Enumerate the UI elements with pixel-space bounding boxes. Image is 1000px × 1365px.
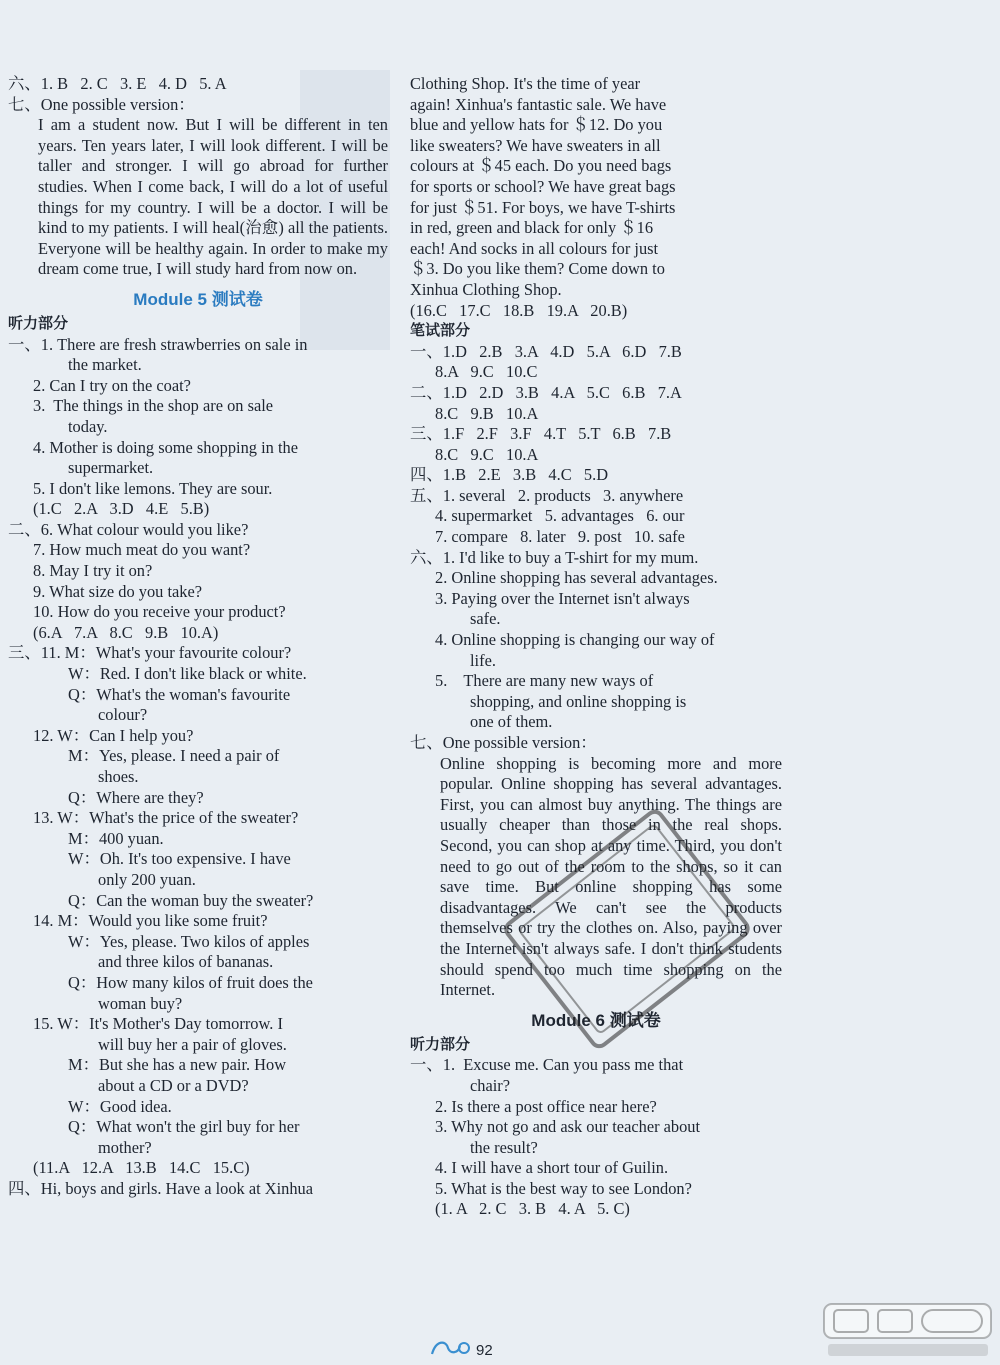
text-line: M：Yes, please. I need a pair of	[68, 746, 280, 766]
answer-line: 7. compare 8. later 9. post 10. safe	[435, 527, 685, 547]
answer-line: 四、1.B 2.E 3.B 4.C 5.D	[410, 465, 609, 485]
text-line: 10. How do you receive your product?	[33, 602, 286, 622]
answer-line: 三、1.F 2.F 3.F 4.T 5.T 6.B 7.B	[410, 424, 672, 444]
text-line: will buy her a pair of gloves.	[98, 1034, 287, 1054]
text-line: 7. How much meat do you want?	[33, 540, 251, 560]
text-line: M：400 yuan.	[68, 828, 164, 848]
text-line: 四、Hi, boys and girls. Have a look at Xinhua	[8, 1178, 313, 1198]
answer-line: 一、1.D 2.B 3.A 4.D 5.A 6.D 7.B	[410, 341, 682, 361]
text-line: chair?	[470, 1075, 511, 1095]
text-line: only 200 yuan.	[98, 869, 196, 889]
answer-line: 六、1. I'd like to buy a T-shirt for my mum.	[410, 547, 699, 567]
text-line: ＄3. Do you like them? Come down to	[410, 259, 665, 279]
text-line: for just ＄51. For boys, we have T-shirts	[410, 197, 676, 217]
answer-line: safe.	[470, 609, 501, 629]
text-line: 9. What size do you take?	[33, 581, 203, 601]
text-line: blue and yellow hats for ＄12. Do you	[410, 115, 663, 135]
answer-line: 8.C 9.B 10.A	[435, 403, 539, 423]
answer-line: 3. Paying over the Internet isn't always	[435, 588, 690, 608]
module6-title: Module 6 测试卷	[531, 1010, 661, 1030]
answer-line: 8.A 9.C 10.C	[435, 362, 538, 382]
text-line: supermarket.	[68, 458, 154, 478]
answer-line: 5. There are many new ways of	[435, 671, 654, 691]
text-line: Clothing Shop. It's the time of year	[410, 74, 641, 93]
text-line: W：Good idea.	[68, 1096, 172, 1116]
text-line: W：Red. I don't like black or white.	[68, 664, 307, 684]
written-label: 笔试部分	[410, 322, 471, 340]
text-line: W：Yes, please. Two kilos of apples	[68, 931, 310, 951]
text-line: colour?	[98, 705, 148, 725]
answer-line: shopping, and online shopping is	[470, 691, 687, 711]
text-line: 15. W：It's Mother's Day tomorrow. I	[33, 1014, 283, 1034]
swirl-ornament-icon	[428, 1336, 472, 1358]
text-line: 一、1. There are fresh strawberries on sale in	[8, 334, 308, 354]
essay-right: Online shopping is becoming more and more popular. Online shopping has several advantages. First, you can almost buy anything. The things are usually cheaper than those in the real shops. Second, you can shop at any time. Third, you don't need to go out of the room to the shops, so it can save time. But online shopping has some disadvantages. We can't see the products themselves or try the clothes on. Also, paying over the Internet isn't always safe. I don't think students should spend too much time shopping on the Internet.	[440, 753, 782, 1000]
text-line: (6.A 7.A 8.C 9.B 10.A)	[33, 622, 219, 642]
essay-left: I am a student now. But I will be different in ten years. Ten years later, I will look different. I will be taller and stronger. I will go abroad for further studies. When I come back, I will do a lot of useful things for my country. I will be a doctor. I will be kind to my patients. I will heal(治愈) all the patients. Everyone will be healthy again. In order to make my dream come true, I will study hard from now on.	[38, 115, 388, 279]
text-line: 3. Why not go and ask our teacher about	[435, 1117, 701, 1137]
answer-line: 七、One possible version：	[8, 94, 195, 114]
text-line: 5. What is the best way to see London?	[435, 1178, 692, 1198]
text-line: Q：Can the woman buy the sweater?	[68, 890, 314, 910]
text-line: for sports or school? We have great bags	[410, 176, 676, 196]
text-line: today.	[68, 416, 108, 436]
answer-line: 4. Online shopping is changing our way of	[435, 630, 715, 650]
answer-line: 8.C 9.C 10.A	[435, 444, 539, 464]
text-line: (1. A 2. C 3. B 4. A 5. C)	[435, 1199, 630, 1219]
answer-line: life.	[470, 650, 496, 670]
text-line: Q：Where are they?	[68, 787, 204, 807]
answer-line: one of them.	[470, 712, 553, 732]
listening-label-5: 听力部分	[8, 314, 69, 332]
text-line: like sweaters? We have sweaters in all	[410, 135, 661, 155]
text-line: 二、6. What colour would you like?	[8, 519, 249, 539]
text-line: each! And socks in all colours for just	[410, 238, 659, 258]
text-line: 4. Mother is doing some shopping in the	[33, 437, 298, 457]
text-line: 2. Can I try on the coat?	[33, 375, 191, 395]
answer-line: 4. supermarket 5. advantages 6. our	[435, 506, 685, 526]
text-line: W：Oh. It's too expensive. I have	[68, 849, 291, 869]
text-line: and three kilos of bananas.	[98, 952, 274, 972]
text-line: woman buy?	[98, 993, 183, 1013]
text-line: again! Xinhua's fantastic sale. We have	[410, 94, 667, 114]
text-line: 三、11. M：What's your favourite colour?	[8, 643, 292, 663]
text-line: Xinhua Clothing Shop.	[410, 279, 562, 299]
answer-line: 2. Online shopping has several advantages.	[435, 568, 718, 588]
left-column	[8, 74, 388, 1199]
text-line: about a CD or a DVD?	[98, 1075, 249, 1095]
answer-line: 七、One possible version：	[410, 733, 597, 752]
listening-label-6: 听力部分	[410, 1035, 471, 1053]
text-line: the result?	[470, 1137, 538, 1157]
text-line: (11.A 12.A 13.B 14.C 15.C)	[33, 1158, 250, 1178]
text-line: shoes.	[98, 767, 139, 786]
text-line: 4. I will have a short tour of Guilin.	[435, 1158, 669, 1178]
text-line: Q：How many kilos of fruit does the	[68, 972, 313, 992]
text-line: 12. W：Can I help you?	[33, 725, 194, 745]
text-line: (1.C 2.A 3.D 4.E 5.B)	[33, 499, 210, 519]
text-line: M：But she has a new pair. How	[68, 1055, 287, 1075]
text-line: (16.C 17.C 18.B 19.A 20.B)	[410, 300, 628, 320]
text-line: 14. M：Would you like some fruit?	[33, 911, 268, 931]
page-number: 92	[476, 1342, 493, 1359]
watermark-logo	[820, 1300, 995, 1360]
text-line: colours at ＄45 each. Do you need bags	[410, 156, 672, 176]
answer-line: 六、1. B 2. C 3. E 4. D 5. A	[8, 74, 227, 93]
text-line: the market.	[68, 355, 142, 375]
text-line: 5. I don't like lemons. They are sour.	[33, 478, 273, 498]
text-line: 8. May I try it on?	[33, 561, 153, 581]
text-line: Q：What's the woman's favourite	[68, 684, 291, 704]
text-line: in red, green and black for only ＄16	[410, 218, 654, 238]
text-line: 3. The things in the shop are on sale	[33, 396, 274, 416]
text-line: Q：What won't the girl buy for her	[68, 1117, 300, 1137]
text-line: 13. W：What's the price of the sweater?	[33, 808, 299, 828]
module5-title: Module 5 测试卷	[133, 289, 263, 309]
text-line: mother?	[98, 1137, 152, 1157]
answer-line: 五、1. several 2. products 3. anywhere	[410, 485, 684, 505]
text-line: 一、1. Excuse me. Can you pass me that	[410, 1055, 684, 1075]
answer-line: 二、1.D 2.D 3.B 4.A 5.C 6.B 7.A	[410, 382, 682, 402]
text-line: 2. Is there a post office near here?	[435, 1096, 657, 1116]
